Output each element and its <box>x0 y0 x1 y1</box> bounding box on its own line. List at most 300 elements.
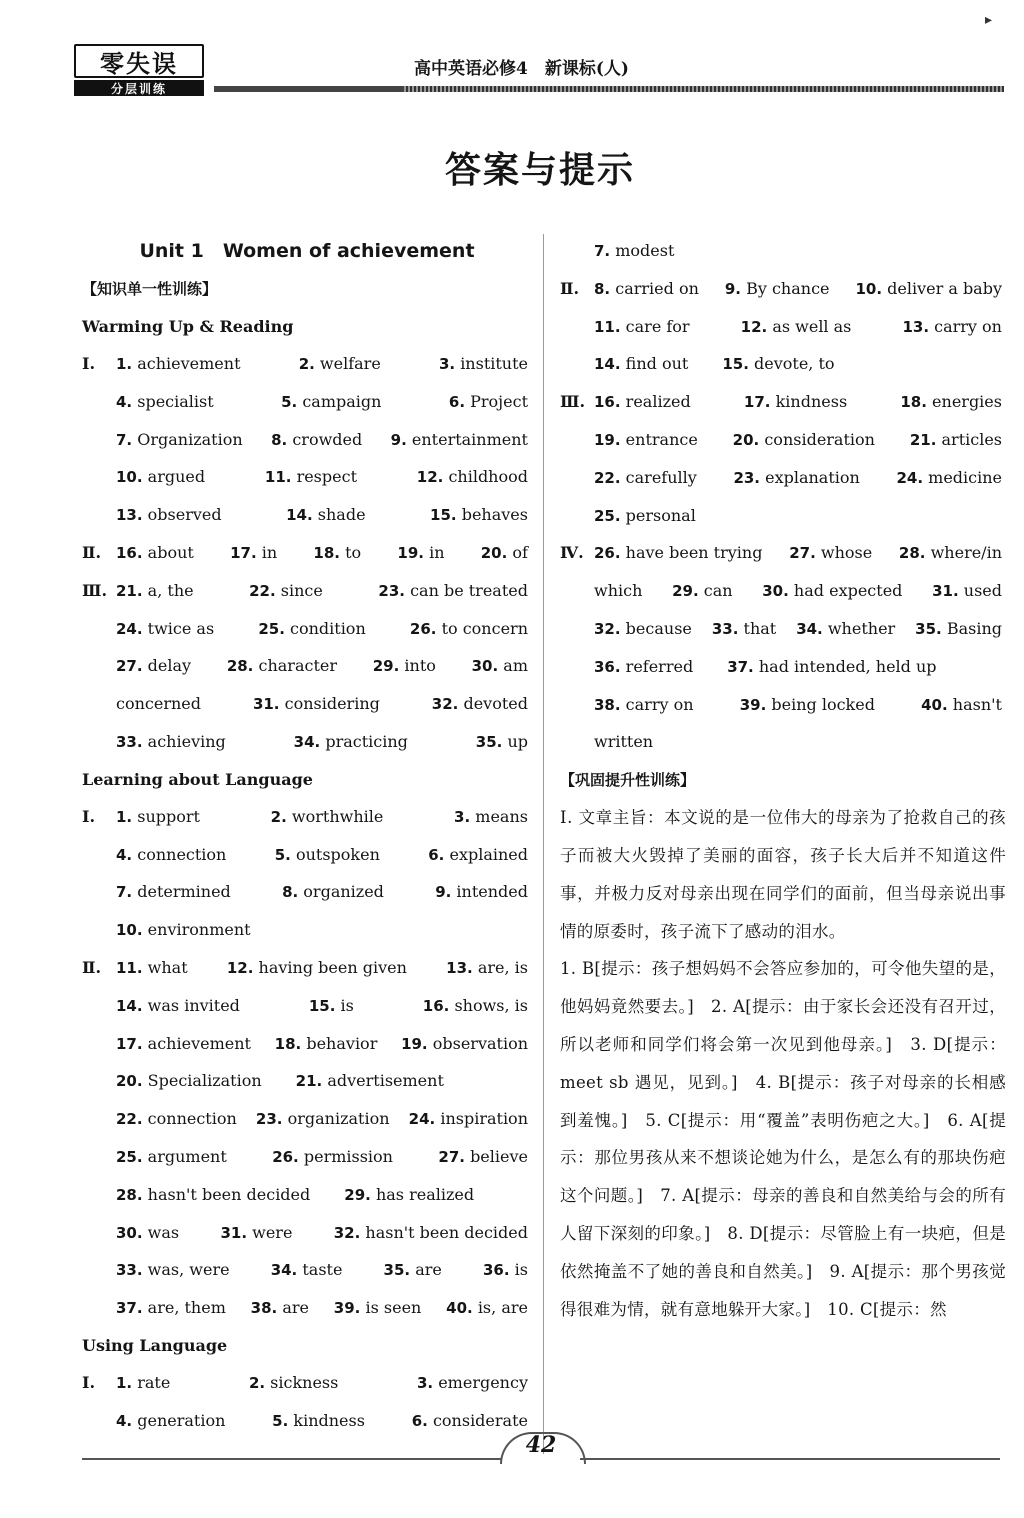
answer-text: carefully <box>625 467 697 487</box>
answer-text: hasn't <box>952 694 1002 714</box>
answer-number: 17. <box>230 543 257 562</box>
right-column <box>560 232 1006 1328</box>
answer-number: 13. <box>902 317 930 336</box>
answer-number: 14. <box>594 355 621 374</box>
answer-item <box>265 458 357 496</box>
answer-item <box>116 647 191 685</box>
answer-text: emergency <box>438 1372 528 1392</box>
answer-text: behavior <box>306 1033 378 1053</box>
answer-item <box>116 1176 310 1214</box>
answer-row <box>560 308 1006 346</box>
answer-number: 24. <box>896 468 924 487</box>
roman-numeral: Ⅰ. <box>82 806 96 826</box>
answer-row <box>560 383 1006 421</box>
answer-items <box>116 572 532 610</box>
roman-numeral <box>82 723 116 761</box>
answer-text: Organization <box>137 429 243 449</box>
answer-item <box>454 798 528 836</box>
answer-item <box>896 459 1002 497</box>
answer-number: 14. <box>116 996 143 1015</box>
answer-item <box>438 1138 528 1176</box>
answer-text: where/in <box>930 543 1002 563</box>
answer-item <box>116 949 188 987</box>
answer-item <box>594 723 653 761</box>
roman-numeral <box>82 1214 116 1252</box>
answer-text: because <box>625 618 692 638</box>
answer-text: shade <box>317 505 366 525</box>
answer-item <box>116 1100 237 1138</box>
answer-text: Project <box>470 391 528 411</box>
answer-text: to <box>345 542 362 562</box>
roman-numeral <box>82 836 116 874</box>
answer-number: 7. <box>116 883 133 902</box>
answer-item <box>796 610 895 648</box>
answer-number: 38. <box>250 1299 278 1318</box>
page-number: 42 <box>525 1432 557 1458</box>
answer-number: 35. <box>475 732 503 751</box>
answer-text: inspiration <box>440 1109 528 1129</box>
answer-items <box>116 1402 532 1440</box>
answer-item <box>483 1251 528 1289</box>
answer-items <box>116 421 532 459</box>
answer-item <box>334 1289 422 1327</box>
answer-text: which <box>594 581 643 601</box>
answer-number: 15. <box>308 996 336 1015</box>
answer-item <box>275 1025 378 1063</box>
answer-item <box>594 534 762 572</box>
roman-numeral <box>560 723 594 761</box>
answer-text: hasn't been decided <box>147 1184 311 1204</box>
answer-number: 29. <box>672 582 699 601</box>
answer-items <box>594 648 1006 686</box>
answer-number: 28. <box>116 1185 143 1204</box>
answer-items <box>116 1100 532 1138</box>
answer-row <box>82 987 532 1025</box>
answer-item <box>762 572 902 610</box>
answer-item <box>435 873 528 911</box>
answer-text: care for <box>625 316 690 336</box>
answer-number: 29. <box>344 1185 371 1204</box>
header-rule-dark <box>214 86 404 92</box>
answer-number: 33. <box>711 619 739 638</box>
answer-item <box>253 685 380 723</box>
answer-text: is seen <box>365 1298 422 1318</box>
answer-items <box>116 458 532 496</box>
answer-number: 30. <box>762 582 789 601</box>
answer-number: 2. <box>270 807 287 826</box>
answer-text: sickness <box>270 1372 339 1392</box>
answer-text: support <box>137 806 200 826</box>
answer-number: 11. <box>116 958 143 977</box>
answer-items <box>116 1176 532 1214</box>
answer-text: respect <box>296 467 357 487</box>
answer-text: connection <box>137 844 227 864</box>
answer-text: carry on <box>625 694 694 714</box>
answer-text: believe <box>470 1146 528 1166</box>
roman-numeral: Ⅱ. <box>82 957 102 977</box>
answer-item <box>281 383 381 421</box>
answer-item <box>275 836 380 874</box>
answer-item <box>384 1251 442 1289</box>
answer-number: 31. <box>220 1223 248 1242</box>
answer-number: 2. <box>298 355 315 373</box>
answer-text: campaign <box>302 391 382 411</box>
answer-item <box>430 496 528 534</box>
answer-row <box>560 459 1006 497</box>
subheading-learning-language: Learning about Language <box>82 769 313 789</box>
roman-numeral <box>82 458 116 496</box>
answer-number: 40. <box>921 695 948 714</box>
answer-text: outspoken <box>295 844 380 864</box>
roman-numeral <box>82 1176 116 1214</box>
answer-number: 34. <box>270 1261 298 1280</box>
answer-text: twice as <box>147 618 215 638</box>
answer-item <box>397 534 444 572</box>
answer-number: 9. <box>724 279 741 298</box>
answer-item <box>410 610 528 648</box>
answer-item <box>672 572 732 610</box>
answer-number: 18. <box>274 1034 302 1053</box>
answer-item <box>116 685 201 723</box>
answer-text: have been trying <box>625 543 763 563</box>
answer-number: 7. <box>594 242 611 260</box>
answer-items <box>594 421 1006 459</box>
answer-item <box>594 572 642 610</box>
answer-items <box>116 798 532 836</box>
answer-text: concerned <box>116 694 201 714</box>
answer-item <box>446 1289 528 1327</box>
answer-text: are <box>282 1298 309 1318</box>
answer-text: energies <box>932 392 1002 412</box>
answer-item <box>594 421 698 459</box>
answer-number: 5. <box>274 845 291 864</box>
answer-item <box>116 1214 179 1252</box>
roman-numeral <box>82 1025 116 1063</box>
answer-text: modest <box>615 241 675 260</box>
answer-item <box>116 1062 262 1100</box>
answer-item <box>594 610 692 648</box>
answer-items <box>594 383 1006 421</box>
publisher-logo <box>74 44 204 94</box>
answer-text: observation <box>432 1033 528 1053</box>
answer-items <box>594 270 1006 308</box>
answer-item <box>449 383 528 421</box>
answer-text: specialist <box>137 391 214 411</box>
answer-item <box>902 308 1002 346</box>
answer-number: 17. <box>116 1034 143 1053</box>
answer-row <box>82 949 532 987</box>
answer-text: in <box>261 542 278 562</box>
answer-item <box>401 1025 528 1063</box>
answer-item <box>116 1138 227 1176</box>
answer-items <box>116 723 532 761</box>
answer-item <box>116 1251 230 1289</box>
answer-number: 37. <box>116 1299 143 1318</box>
answer-item <box>116 1402 225 1440</box>
answer-number: 27. <box>789 544 816 563</box>
answer-item <box>258 610 365 648</box>
answer-text: about <box>147 542 194 562</box>
answer-number: 16. <box>594 393 621 412</box>
answers-learning-language <box>82 798 532 1327</box>
answer-item <box>227 647 337 685</box>
answer-text: carry on <box>934 316 1002 336</box>
answer-item <box>116 836 226 874</box>
roman-numeral: Ⅱ. <box>560 278 580 298</box>
answer-text: welfare <box>319 354 381 373</box>
answer-text: connection <box>147 1109 237 1129</box>
unit-title: Unit 1 Women of achievement <box>139 240 475 262</box>
roman-numeral <box>82 685 116 723</box>
roman-numeral: Ⅱ. <box>82 542 102 562</box>
answer-items <box>116 496 532 534</box>
answer-number: 35. <box>383 1261 411 1280</box>
footer-rule-left <box>82 1458 502 1460</box>
answer-items <box>116 1251 532 1289</box>
roman-numeral <box>82 421 116 459</box>
answer-items <box>594 459 1006 497</box>
answer-text: was, were <box>147 1260 230 1280</box>
roman-numeral <box>560 459 594 497</box>
roman-numeral: Ⅳ. <box>560 543 584 563</box>
answer-text: determined <box>137 882 231 902</box>
answer-items <box>594 572 1006 610</box>
answer-number: 21. <box>909 430 937 449</box>
answer-row <box>560 534 1006 572</box>
answer-text: into <box>404 656 436 676</box>
answer-number: 28. <box>226 657 254 676</box>
answer-items <box>116 345 532 383</box>
answer-text: achievement <box>137 354 241 373</box>
answer-number: 16. <box>116 543 143 562</box>
answer-items <box>116 873 532 911</box>
answer-text: hasn't been decided <box>365 1222 528 1242</box>
answer-item <box>116 572 194 610</box>
answer-number: 15. <box>722 355 749 374</box>
answer-item <box>271 798 384 836</box>
answer-number: 32. <box>594 619 621 638</box>
answer-number: 10. <box>116 468 143 487</box>
column-divider <box>543 234 544 1454</box>
answer-number: 12. <box>226 958 254 977</box>
answer-number: 21. <box>116 581 143 600</box>
answer-text: environment <box>147 920 251 940</box>
answer-row <box>82 1025 532 1063</box>
subheading-using-language: Using Language <box>82 1335 228 1355</box>
answer-item <box>712 610 776 648</box>
answer-items <box>116 1289 532 1327</box>
roman-numeral <box>560 648 594 686</box>
answer-item <box>116 383 214 421</box>
answer-item <box>428 836 528 874</box>
answer-text: whether <box>827 618 896 638</box>
answer-text: achieving <box>147 731 226 751</box>
answer-text: childhood <box>448 467 528 487</box>
answer-number: 39. <box>333 1299 361 1318</box>
answer-number: 37. <box>727 657 754 676</box>
answer-text: argued <box>147 467 206 487</box>
answer-text: entertainment <box>411 429 528 449</box>
roman-numeral <box>560 308 594 346</box>
answer-number: 18. <box>900 393 927 412</box>
answer-text: practicing <box>325 731 408 751</box>
answer-text: taste <box>302 1260 343 1280</box>
answer-item <box>594 383 691 421</box>
answer-number: 40. <box>446 1299 473 1318</box>
answer-row <box>82 534 532 572</box>
roman-numeral <box>560 497 594 535</box>
answer-item <box>272 1402 365 1440</box>
answer-items <box>594 723 1006 761</box>
answer-text: of <box>512 542 528 562</box>
answer-number: 23. <box>733 468 761 487</box>
answer-items <box>116 836 532 874</box>
answer-row <box>82 798 532 836</box>
answer-item <box>220 1214 292 1252</box>
roman-numeral: Ⅲ. <box>82 580 108 600</box>
answer-text: being locked <box>771 694 875 714</box>
answer-row <box>82 685 532 723</box>
answer-number: 8. <box>594 279 611 298</box>
answer-items <box>594 232 1006 270</box>
answer-number: 35. <box>915 619 942 638</box>
answer-text: was invited <box>147 995 240 1015</box>
answer-text: organized <box>303 882 384 902</box>
answer-item <box>910 421 1002 459</box>
answer-number: 23. <box>378 581 405 600</box>
answer-number: 3. <box>454 807 471 826</box>
answer-text: institute <box>460 354 528 373</box>
answer-items <box>116 647 532 685</box>
answer-items <box>116 1364 532 1402</box>
answer-items <box>116 911 532 949</box>
answer-number: 17. <box>743 393 771 412</box>
roman-numeral <box>82 496 116 534</box>
answer-number: 13. <box>446 958 473 977</box>
answer-item <box>256 1100 390 1138</box>
answer-number: 27. <box>438 1147 465 1166</box>
answer-text: entrance <box>625 429 698 449</box>
answer-text: in <box>429 542 445 562</box>
answer-text: realized <box>625 392 691 412</box>
answer-item <box>741 308 852 346</box>
answer-text: a, the <box>147 580 194 600</box>
roman-numeral <box>82 1138 116 1176</box>
answer-text: intended <box>456 882 528 902</box>
answer-number: 2. <box>248 1373 266 1392</box>
answer-item <box>116 610 214 648</box>
answer-number: 31. <box>252 695 280 714</box>
answer-number: 24. <box>408 1110 436 1129</box>
answer-items <box>116 685 532 723</box>
answer-text: argument <box>147 1146 227 1166</box>
answer-row <box>82 1214 532 1252</box>
answer-items <box>594 610 1006 648</box>
answer-text: since <box>280 580 323 600</box>
answer-items <box>116 1025 532 1063</box>
answer-number: 38. <box>594 695 621 714</box>
answer-text: what <box>147 957 188 977</box>
answer-item <box>409 1100 528 1138</box>
answer-number: 18. <box>313 543 340 562</box>
answer-text: means <box>475 806 528 826</box>
answer-row <box>82 383 532 421</box>
answer-items <box>594 497 1006 535</box>
answer-items <box>116 534 532 572</box>
logo-bottom-text: 分层训练 <box>74 80 204 96</box>
answer-text: condition <box>290 618 366 638</box>
answer-items <box>116 383 532 421</box>
logo-top-text: 零失误 <box>74 44 204 78</box>
answer-items <box>594 686 1006 724</box>
answer-item <box>733 459 859 497</box>
answer-text: Basing <box>946 618 1002 638</box>
roman-numeral <box>82 1062 116 1100</box>
answer-row <box>560 232 1006 270</box>
answer-number: 4. <box>116 392 133 411</box>
answer-number: 21. <box>295 1072 323 1091</box>
answer-number: 36. <box>594 657 621 676</box>
answer-item <box>932 572 1002 610</box>
answer-text: explanation <box>765 467 860 487</box>
roman-numeral <box>560 421 594 459</box>
answer-item <box>116 911 251 949</box>
answer-text: personal <box>625 505 696 525</box>
answer-item <box>249 572 323 610</box>
answer-number: 3. <box>438 355 456 373</box>
answer-item <box>439 345 528 383</box>
answer-number: 33. <box>116 1261 143 1280</box>
answer-number: 25. <box>594 506 621 525</box>
hints-paragraph: 1. B[提示：孩子想妈妈不会答应参加的，可令他失望的是，他妈妈竟然要去。] 2. A[提示：由于家长会还没有召开过，所以老师和同学们将会第一次见到他母亲。] 3. D[提示：meet sb 遇见，见到。] 4. B[提示：孩子对母亲的长相感到羞愧。] 5. C[提示：用“覆盖”表明伤疤之大。] 6. A[提示：那位男孩从来不想谈论她为什么，是怎么有的那块伤疤这个问题。] 7. A[提示：母亲的善良和自然美给与会的所有人留下深刻的印象。] 8. D[提示：尽管脸上有一块疤，但是依然掩盖不了她的善良和自然美。] 9. A[提示：那个男孩觉得很难为情，就有意地躲开大家。] 10. C[提示：然 <box>560 959 1006 1319</box>
answer-text: can <box>703 581 733 601</box>
answer-row <box>82 1289 532 1327</box>
answer-number: 11. <box>594 317 621 336</box>
answer-number: 26. <box>272 1147 299 1166</box>
answer-item <box>116 873 231 911</box>
answer-number: 25. <box>116 1147 143 1166</box>
answer-text: used <box>963 581 1002 601</box>
answer-number: 4. <box>116 1411 133 1430</box>
answer-item <box>423 987 528 1025</box>
answer-number: 36. <box>482 1261 510 1280</box>
answers-warming-up <box>82 345 532 761</box>
answer-text: is <box>514 1260 528 1280</box>
roman-numeral <box>82 1251 116 1289</box>
answer-text: generation <box>137 1410 226 1430</box>
roman-numeral <box>560 686 594 724</box>
answer-item <box>230 534 277 572</box>
answer-number: 13. <box>116 506 143 525</box>
answer-text: organization <box>287 1109 390 1129</box>
answer-row <box>560 421 1006 459</box>
answer-item <box>116 534 194 572</box>
answer-item <box>899 534 1002 572</box>
answer-number: 32. <box>431 695 459 714</box>
answer-number: 20. <box>480 543 508 562</box>
answer-row <box>82 1062 532 1100</box>
answer-item <box>594 270 699 308</box>
answer-item <box>594 308 690 346</box>
answer-text: observed <box>147 505 222 525</box>
answer-items <box>116 610 532 648</box>
roman-numeral <box>82 647 116 685</box>
answer-row <box>82 1176 532 1214</box>
answer-text: up <box>507 731 528 751</box>
answer-text: devote, to <box>754 354 835 374</box>
answer-text: written <box>594 732 654 752</box>
left-column <box>82 232 532 1440</box>
